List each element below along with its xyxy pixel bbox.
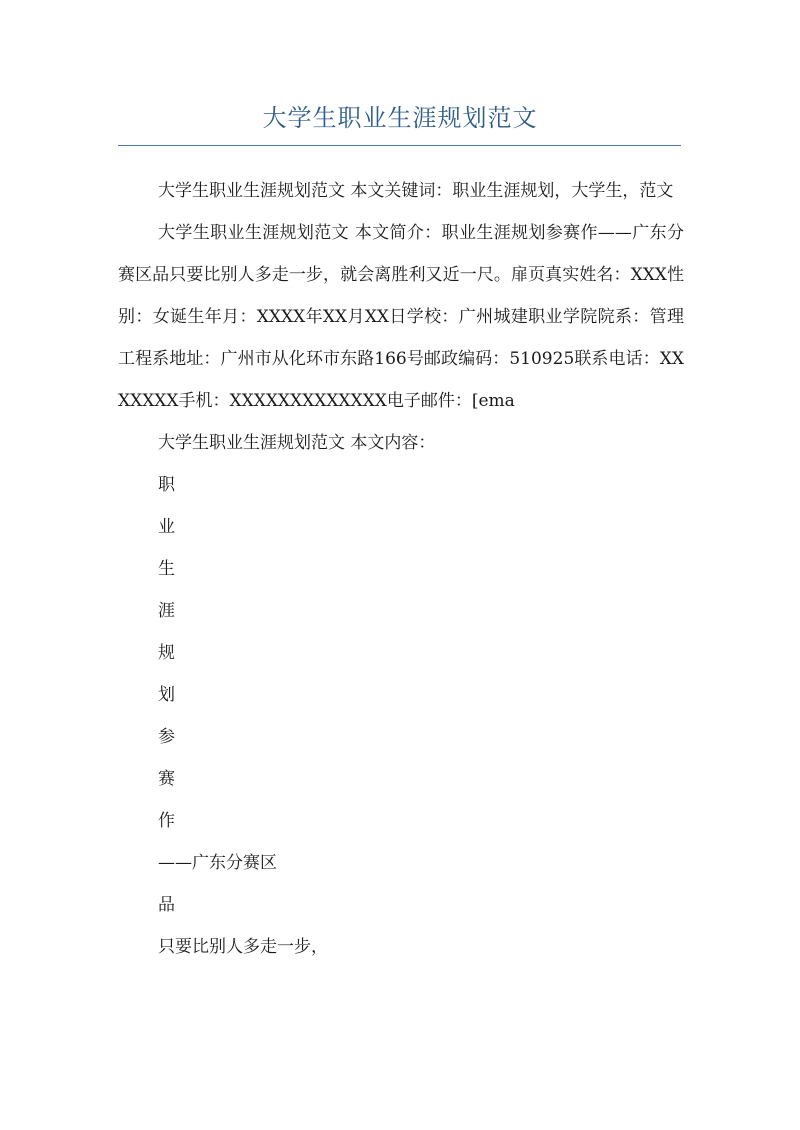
content-line: 涯	[158, 601, 175, 621]
content-line: 业	[158, 517, 175, 537]
content-line: 赛	[158, 769, 175, 789]
summary-paragraph: 大学生职业生涯规划范文 本文简介：职业生涯规划参赛作——广东分赛区品只要比别人多走一步，就会离胜利又近一尺。扉页真实姓名：XXX性别：女诞生年月：XXXX年XX月XX日学校：广州城建职业学院院系：管理工程系地址：广州市从化环市东路166号邮政编码：510925联系电话：XXXXXXX手机：XXXXXXXXXXXXX电子邮件：[ema	[118, 223, 684, 411]
content-line: ——广东分赛区	[158, 853, 277, 873]
content-line: 参	[158, 727, 175, 747]
title-underline	[118, 145, 681, 146]
content-heading-paragraph: 大学生职业生涯规划范文 本文内容：	[158, 433, 436, 453]
keywords-paragraph: 大学生职业生涯规划范文 本文关键词：职业生涯规划，大学生，范文	[158, 181, 674, 201]
content-line: 作	[158, 811, 175, 831]
content-line: 职	[158, 475, 175, 495]
content-line: 品	[158, 895, 175, 915]
content-line: 划	[158, 685, 175, 705]
document-body	[118, 170, 684, 968]
content-line: 生	[158, 559, 175, 579]
content-line: 只要比别人多走一步，	[158, 937, 328, 957]
document-title: 大学生职业生涯规划范文	[262, 104, 538, 132]
content-line: 规	[158, 643, 175, 663]
